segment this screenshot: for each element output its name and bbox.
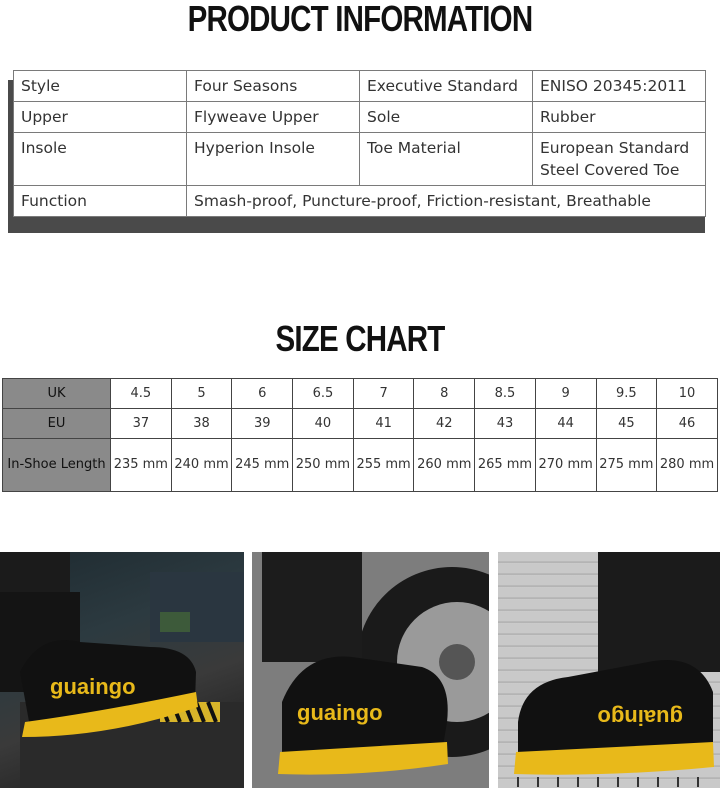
info-label-cell: Sole xyxy=(360,102,533,133)
product-photo-factory xyxy=(0,552,244,788)
size-value-cell: 4.5 xyxy=(111,379,172,409)
info-label-cell: Executive Standard xyxy=(360,71,533,102)
product-information-title: PRODUCT INFORMATION xyxy=(187,0,533,39)
size-value-cell: 275 mm xyxy=(596,439,657,492)
size-value-cell: 8 xyxy=(414,379,475,409)
shoe-on-nails-image xyxy=(498,552,720,788)
shoe-by-tire-image xyxy=(252,552,489,788)
size-value-cell: 270 mm xyxy=(535,439,596,492)
info-value-cell: Rubber xyxy=(533,102,706,133)
info-row xyxy=(14,186,706,217)
info-value-cell: Four Seasons xyxy=(187,71,360,102)
product-photo-nails xyxy=(498,552,720,788)
info-value-cell: European Standard Steel Covered Toe xyxy=(533,133,706,186)
size-value-cell: 9.5 xyxy=(596,379,657,409)
size-value-cell: 260 mm xyxy=(414,439,475,492)
product-photo-car-tire xyxy=(252,552,489,788)
size-value-cell: 240 mm xyxy=(171,439,232,492)
info-label-cell: Upper xyxy=(14,102,187,133)
info-label-cell: Toe Material xyxy=(360,133,533,186)
size-chart-title: SIZE CHART xyxy=(275,318,445,359)
size-value-cell: 6.5 xyxy=(293,379,354,409)
size-value-cell: 46 xyxy=(657,409,718,439)
info-label-cell: Style xyxy=(14,71,187,102)
info-row xyxy=(14,102,706,133)
size-value-cell: 9 xyxy=(535,379,596,409)
size-value-cell: 39 xyxy=(232,409,293,439)
shoe-brand-text: guaingo xyxy=(50,674,136,699)
info-value-cell: Smash-proof, Puncture-proof, Friction-resistant, Breathable xyxy=(187,186,706,217)
size-row xyxy=(3,439,718,492)
size-value-cell: 38 xyxy=(171,409,232,439)
size-value-cell: 255 mm xyxy=(353,439,414,492)
info-row xyxy=(14,133,706,186)
size-value-cell: 6 xyxy=(232,379,293,409)
size-chart-table xyxy=(2,378,718,492)
size-value-cell: 41 xyxy=(353,409,414,439)
shoe-on-machine-image xyxy=(0,552,244,788)
size-value-cell: 37 xyxy=(111,409,172,439)
size-value-cell: 265 mm xyxy=(475,439,536,492)
size-value-cell: 280 mm xyxy=(657,439,718,492)
info-value-cell: Flyweave Upper xyxy=(187,102,360,133)
size-row-label: UK xyxy=(3,379,111,409)
size-value-cell: 42 xyxy=(414,409,475,439)
size-value-cell: 5 xyxy=(171,379,232,409)
size-value-cell: 10 xyxy=(657,379,718,409)
size-value-cell: 44 xyxy=(535,409,596,439)
size-value-cell: 235 mm xyxy=(111,439,172,492)
info-row xyxy=(14,71,706,102)
size-value-cell: 250 mm xyxy=(293,439,354,492)
product-info-table-container xyxy=(13,70,705,216)
size-row xyxy=(3,409,718,439)
shoe-brand-text: guaingo xyxy=(597,705,683,730)
size-value-cell: 43 xyxy=(475,409,536,439)
size-row-label: EU xyxy=(3,409,111,439)
size-row xyxy=(3,379,718,409)
size-row-label: In-Shoe Length xyxy=(3,439,111,492)
info-label-cell: Insole xyxy=(14,133,187,186)
size-value-cell: 8.5 xyxy=(475,379,536,409)
size-value-cell: 7 xyxy=(353,379,414,409)
info-label-cell: Function xyxy=(14,186,187,217)
size-value-cell: 245 mm xyxy=(232,439,293,492)
info-value-cell: Hyperion Insole xyxy=(187,133,360,186)
size-value-cell: 45 xyxy=(596,409,657,439)
shoe-brand-text: guaingo xyxy=(297,700,383,725)
info-value-cell: ENISO 20345:2011 xyxy=(533,71,706,102)
product-info-table xyxy=(13,70,706,217)
size-value-cell: 40 xyxy=(293,409,354,439)
